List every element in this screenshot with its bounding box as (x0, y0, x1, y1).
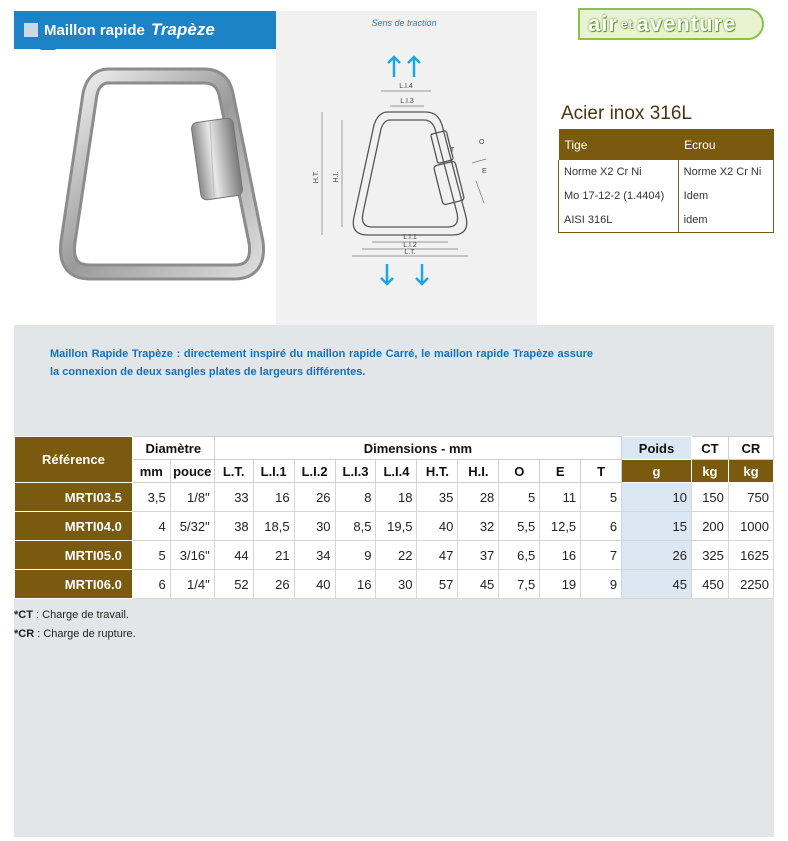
quick-link-outline (353, 112, 466, 235)
spec-cell-ht: 57 (417, 570, 458, 599)
header-poids: Poids (622, 437, 692, 460)
title-emphasis: Trapèze (150, 20, 215, 39)
spec-cell-li3: 8,5 (335, 512, 376, 541)
spec-cell-t: 5 (581, 483, 622, 512)
spec-cell-poids: 10 (622, 483, 692, 512)
dim-label-li3: L.I.3 (400, 98, 414, 105)
header-ct: CT (691, 437, 728, 460)
spec-cell-li3: 9 (335, 541, 376, 570)
reference-cell: MRTI06.0 (15, 570, 133, 599)
header-ht: H.T. (417, 460, 458, 483)
spec-cell-poids: 15 (622, 512, 692, 541)
dim-label-li4: L.I.4 (399, 83, 413, 90)
spec-cell-li1: 18,5 (253, 512, 294, 541)
dim-label-t: T (450, 147, 455, 154)
spec-cell-ct: 450 (691, 570, 728, 599)
spec-cell-cr: 1000 (728, 512, 773, 541)
spec-cell-mm: 6 (132, 570, 170, 599)
spec-cell-li2: 30 (294, 512, 335, 541)
spec-cell-pouce: 1/8" (170, 483, 214, 512)
spec-cell-li1: 26 (253, 570, 294, 599)
logo-part1: air (588, 11, 618, 36)
table-row (15, 570, 774, 599)
spec-cell-li4: 19,5 (376, 512, 417, 541)
spec-cell-li4: 22 (376, 541, 417, 570)
reference-cell: MRTI05.0 (15, 541, 133, 570)
spec-cell-li3: 8 (335, 483, 376, 512)
header-mm: mm (132, 460, 170, 483)
header-li1: L.I.1 (253, 460, 294, 483)
dim-label-li2: L.I.2 (403, 242, 417, 249)
dim-label-ht: H.T. (313, 170, 320, 184)
header-li4: L.I.4 (376, 460, 417, 483)
spec-cell-mm: 5 (132, 541, 170, 570)
table-row (15, 483, 774, 512)
header-lt: L.T. (214, 460, 253, 483)
spec-cell-li2: 26 (294, 483, 335, 512)
header-reference: Référence (15, 437, 133, 483)
material-cell: AISI 316L (559, 208, 679, 232)
note-text: : Charge de travail. (32, 609, 129, 621)
note-cr (14, 628, 136, 640)
title-square-icon (24, 23, 38, 37)
spec-cell-lt: 33 (214, 483, 253, 512)
spec-cell-e: 12,5 (540, 512, 581, 541)
dim-label-li1: L.I.1 (403, 234, 417, 241)
spec-cell-pouce: 1/4" (170, 570, 214, 599)
spec-cell-ht: 40 (417, 512, 458, 541)
dim-label-hi: H.I. (333, 171, 340, 183)
material-cell: idem (678, 208, 773, 232)
spec-cell-poids: 26 (622, 541, 692, 570)
material-cell: Mo 17-12-2 (1.4404) (559, 184, 679, 208)
spec-cell-e: 11 (540, 483, 581, 512)
header-li2: L.I.2 (294, 460, 335, 483)
spec-table (14, 436, 774, 599)
spec-cell-pouce: 3/16" (170, 541, 214, 570)
header-kg-cr: kg (728, 460, 773, 483)
traction-arrow-up-icon (388, 57, 420, 77)
header-g: g (622, 460, 692, 483)
spec-cell-hi: 37 (458, 541, 499, 570)
header-li3: L.I.3 (335, 460, 376, 483)
table-row (559, 208, 774, 232)
spec-cell-ht: 47 (417, 541, 458, 570)
material-cell: Idem (678, 184, 773, 208)
product-description: Maillon Rapide Trapèze : directement inspiré du maillon rapide Carré, le maillon rapide Trapèze assure la connexion de deux sangles plates de largeurs différentes. (50, 348, 593, 378)
material-cell: Norme X2 Cr Ni (678, 160, 773, 184)
dim-label-o: O (479, 139, 485, 146)
spec-cell-lt: 38 (214, 512, 253, 541)
reference-cell: MRTI03.5 (15, 483, 133, 512)
header-hi: H.I. (458, 460, 499, 483)
spec-cell-ct: 325 (691, 541, 728, 570)
spec-cell-lt: 44 (214, 541, 253, 570)
header-pouce: pouce (170, 460, 214, 483)
spec-cell-t: 6 (581, 512, 622, 541)
header-t: T (581, 460, 622, 483)
spec-cell-mm: 3,5 (132, 483, 170, 512)
logo-joiner: et (620, 17, 634, 31)
material-header-tige: Tige (559, 129, 679, 160)
spec-cell-pouce: 5/32" (170, 512, 214, 541)
spec-cell-li2: 34 (294, 541, 335, 570)
spec-cell-hi: 28 (458, 483, 499, 512)
product-title-tab (14, 11, 276, 49)
spec-cell-li2: 40 (294, 570, 335, 599)
spec-cell-li4: 30 (376, 570, 417, 599)
traction-caption: Sens de traction (371, 18, 437, 28)
spec-cell-o: 5,5 (499, 512, 540, 541)
dim-label-e: E (482, 168, 487, 175)
table-row (559, 184, 774, 208)
spec-cell-o: 6,5 (499, 541, 540, 570)
spec-cell-e: 19 (540, 570, 581, 599)
note-key: *CT (14, 609, 33, 621)
spec-cell-t: 9 (581, 570, 622, 599)
material-table (558, 129, 774, 233)
spec-cell-mm: 4 (132, 512, 170, 541)
header-diametre: Diamètre (132, 437, 214, 460)
spec-cell-cr: 2250 (728, 570, 773, 599)
technical-diagram (276, 11, 537, 325)
header-dimensions: Dimensions - mm (214, 437, 621, 460)
spec-cell-ct: 150 (691, 483, 728, 512)
spec-cell-o: 5 (499, 483, 540, 512)
spec-cell-poids: 45 (622, 570, 692, 599)
header-kg-ct: kg (691, 460, 728, 483)
spec-cell-o: 7,5 (499, 570, 540, 599)
spec-cell-t: 7 (581, 541, 622, 570)
traction-arrow-down-icon (381, 264, 428, 284)
note-key: *CR (14, 628, 35, 640)
spec-cell-ct: 200 (691, 512, 728, 541)
reference-cell: MRTI04.0 (15, 512, 133, 541)
header-cr: CR (728, 437, 773, 460)
brand-logo (578, 8, 764, 40)
product-photo (14, 50, 276, 325)
material-cell: Norme X2 Cr Ni (559, 160, 679, 184)
spec-cell-hi: 45 (458, 570, 499, 599)
header-e: E (540, 460, 581, 483)
material-header-ecrou: Ecrou (678, 129, 773, 160)
spec-cell-e: 16 (540, 541, 581, 570)
table-row (15, 512, 774, 541)
spec-cell-cr: 1625 (728, 541, 773, 570)
spec-cell-ht: 35 (417, 483, 458, 512)
spec-cell-li1: 21 (253, 541, 294, 570)
table-row (15, 541, 774, 570)
quick-link-photo-icon (14, 50, 276, 325)
spec-cell-li4: 18 (376, 483, 417, 512)
spec-cell-lt: 52 (214, 570, 253, 599)
table-row (559, 160, 774, 184)
title-prefix: Maillon rapide (44, 21, 145, 39)
logo-part2: aventure (636, 11, 737, 36)
spec-cell-hi: 32 (458, 512, 499, 541)
header-o: O (499, 460, 540, 483)
spec-cell-cr: 750 (728, 483, 773, 512)
material-title: Acier inox 316L (561, 103, 692, 124)
spec-cell-li1: 16 (253, 483, 294, 512)
note-ct (14, 609, 129, 621)
dim-label-lt: L.T. (404, 249, 416, 256)
note-text: : Charge de rupture. (34, 628, 136, 640)
spec-cell-li3: 16 (335, 570, 376, 599)
